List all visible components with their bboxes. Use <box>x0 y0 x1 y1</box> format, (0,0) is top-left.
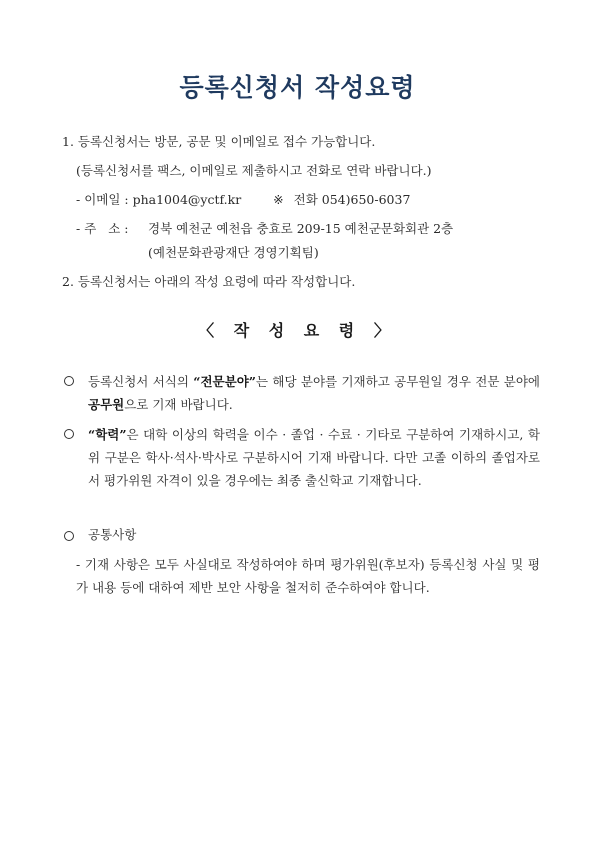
common-items-text <box>76 553 540 599</box>
specialty-term: “전문분야” <box>193 374 256 389</box>
contact-email-row <box>76 192 410 208</box>
civil-servant-term: 공무원 <box>88 397 125 412</box>
address-label: - 주 소 : <box>76 221 129 236</box>
guide-item-specialty-pre: 등록신청서 서식의 <box>88 374 194 389</box>
reference-mark: ※ <box>273 192 284 207</box>
guide-subheading: 〈 작 성 요 령 〉 <box>198 321 397 340</box>
email-label: - 이메일 : pha1004@yctf.kr <box>76 192 242 207</box>
common-items-heading: 공통사항 <box>88 527 137 542</box>
education-term: “학력” <box>88 427 127 442</box>
guide-item-specialty-post: 으로 기재 바랍니다. <box>124 397 233 412</box>
address-line-1: 경북 예천군 예천읍 충효로 209-15 예천군문화회관 2층 <box>148 221 454 236</box>
guide-item-education-text: 은 대학 이상의 학력을 이수 · 졸업 · 수료 · 기타로 구분하여 기재하시고, 학위 구분은 학사·석사·박사로 구분하시어 기재 바랍니다. 다만 고졸 이하의 졸업자로서 평가위원 자격이 있을 경우에는 최종 출신학교 기재합니다. <box>88 427 540 488</box>
bullet-circle-icon <box>64 376 74 386</box>
intro-item-1-note: (등록신청서를 팩스, 이메일로 제출하시고 전화로 연락 바랍니다.) <box>76 163 432 178</box>
guide-item-specialty-mid: 는 해당 분야를 기재하고 공무원일 경우 전문 분야에 <box>255 374 540 389</box>
intro-item-2: 2. 등록신청서는 아래의 작성 요령에 따라 작성합니다. <box>62 274 356 289</box>
guide-item-education <box>88 423 540 492</box>
document-title: 등록신청서 작성요령 <box>179 73 416 102</box>
address-line-2: (예천문화관광재단 경영기획팀) <box>148 245 319 260</box>
common-items-body: - 기재 사항은 모두 사실대로 작성하여야 하며 평가위원(후보자) 등록신청 사실 및 평가 내용 등에 대하여 제반 보안 사항을 철저히 준수하여야 합니다. <box>76 557 540 595</box>
guide-item-specialty <box>88 370 540 416</box>
phone-number: 전화 054)650-6037 <box>293 192 411 207</box>
bullet-circle-icon <box>64 429 74 439</box>
bullet-circle-icon <box>64 531 74 541</box>
intro-item-1: 1. 등록신청서는 방문, 공문 및 이메일로 접수 가능합니다. <box>62 134 376 149</box>
